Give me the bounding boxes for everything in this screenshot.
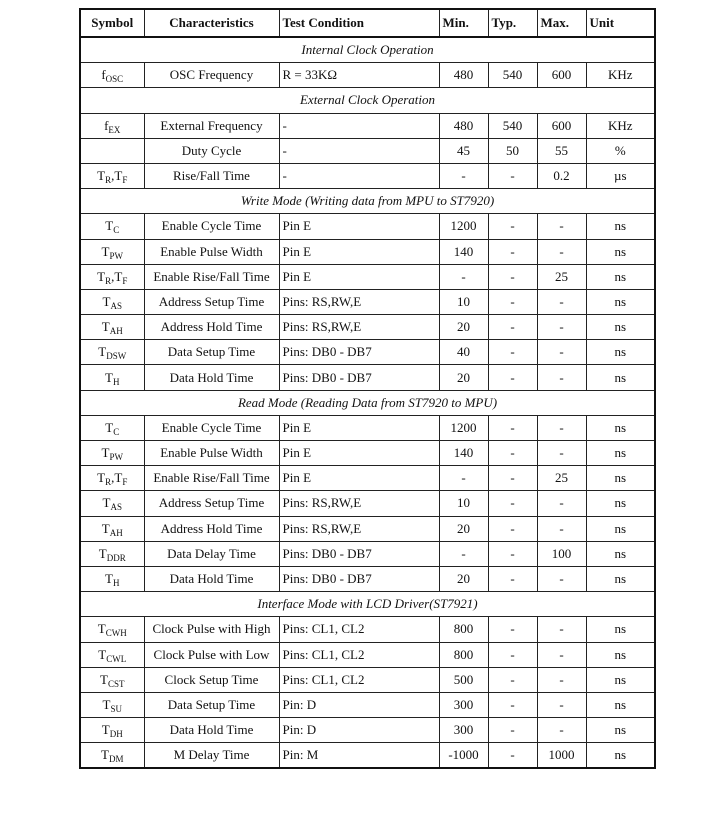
min-cell: 20 xyxy=(439,315,488,340)
table-row xyxy=(80,415,655,440)
symbol-text: T xyxy=(101,243,110,259)
section-title: Read Mode (Reading Data from ST7920 to MPU) xyxy=(80,390,655,415)
typ-cell: - xyxy=(488,692,537,717)
symbol-cell xyxy=(80,516,144,541)
symbol-subscript: F xyxy=(122,175,128,186)
max-cell: - xyxy=(537,667,586,692)
symbol-text: T xyxy=(102,495,111,511)
symbol-subscript: CST xyxy=(107,678,125,689)
test-condition-cell: Pins: CL1, CL2 xyxy=(279,617,439,642)
symbol-text: T xyxy=(98,344,107,360)
table-row xyxy=(80,163,655,188)
min-cell: 300 xyxy=(439,692,488,717)
symbol-cell xyxy=(80,239,144,264)
max-cell: - xyxy=(537,491,586,516)
characteristic-cell: Duty Cycle xyxy=(144,138,279,163)
symbol-cell xyxy=(80,138,144,163)
characteristic-cell: Data Delay Time xyxy=(144,541,279,566)
symbol-subscript: CWH xyxy=(105,628,127,639)
typ-cell: - xyxy=(488,214,537,239)
symbol-subscript: AS xyxy=(110,300,122,311)
table-row xyxy=(80,315,655,340)
max-cell: - xyxy=(537,289,586,314)
table-row xyxy=(80,239,655,264)
symbol-text: T xyxy=(105,218,114,234)
max-cell: - xyxy=(537,692,586,717)
unit-cell: ns xyxy=(586,718,655,743)
table-row xyxy=(80,441,655,466)
min-cell: - xyxy=(439,163,488,188)
symbol-subscript: DSW xyxy=(106,351,127,362)
test-condition-cell: Pins: DB0 - DB7 xyxy=(279,541,439,566)
symbol-subscript: H xyxy=(112,376,120,387)
symbol-cell xyxy=(80,264,144,289)
typ-cell: - xyxy=(488,466,537,491)
header-symbol: Symbol xyxy=(80,9,144,37)
typ-cell: - xyxy=(488,365,537,390)
table-row xyxy=(80,743,655,769)
table-row xyxy=(80,667,655,692)
section-header-row xyxy=(80,189,655,214)
min-cell: 20 xyxy=(439,566,488,591)
unit-cell: ns xyxy=(586,365,655,390)
symbol-text: T xyxy=(97,621,106,637)
table-row xyxy=(80,566,655,591)
characteristic-cell: Clock Pulse with High xyxy=(144,617,279,642)
min-cell: - xyxy=(439,466,488,491)
characteristic-cell: Address Hold Time xyxy=(144,315,279,340)
typ-cell: - xyxy=(488,516,537,541)
symbol-text: T xyxy=(98,646,107,662)
characteristic-cell: Enable Pulse Width xyxy=(144,239,279,264)
symbol-cell xyxy=(80,63,144,88)
symbol-subscript: AH xyxy=(109,326,123,337)
test-condition-cell: Pins: CL1, CL2 xyxy=(279,642,439,667)
characteristic-cell: Data Setup Time xyxy=(144,692,279,717)
section-title: External Clock Operation xyxy=(80,88,655,113)
header-unit: Unit xyxy=(586,9,655,37)
symbol-subscript: EX xyxy=(108,124,121,135)
section-title: Write Mode (Writing data from MPU to ST7920) xyxy=(80,189,655,214)
characteristic-cell: Rise/Fall Time xyxy=(144,163,279,188)
test-condition-cell: Pin: D xyxy=(279,692,439,717)
test-condition-cell: Pin E xyxy=(279,441,439,466)
typ-cell: 540 xyxy=(488,113,537,138)
symbol-subscript: PW xyxy=(109,452,123,463)
unit-cell: ns xyxy=(586,415,655,440)
symbol-subscript: PW xyxy=(109,250,123,261)
unit-cell: KHz xyxy=(586,113,655,138)
unit-cell: ns xyxy=(586,617,655,642)
symbol-text: T xyxy=(101,319,110,335)
max-cell: - xyxy=(537,340,586,365)
symbol-text: T xyxy=(101,747,109,763)
typ-cell: - xyxy=(488,264,537,289)
max-cell: - xyxy=(537,516,586,541)
test-condition-cell: Pin: M xyxy=(279,743,439,769)
characteristic-cell: M Delay Time xyxy=(144,743,279,769)
section-header-row xyxy=(80,390,655,415)
min-cell: 40 xyxy=(439,340,488,365)
max-cell: 25 xyxy=(537,264,586,289)
min-cell: 45 xyxy=(439,138,488,163)
max-cell: - xyxy=(537,315,586,340)
typ-cell: - xyxy=(488,743,537,769)
characteristic-cell: Clock Pulse with Low xyxy=(144,642,279,667)
symbol-cell xyxy=(80,466,144,491)
max-cell: - xyxy=(537,441,586,466)
unit-cell: ns xyxy=(586,516,655,541)
symbol-text: T xyxy=(101,722,110,738)
min-cell: 500 xyxy=(439,667,488,692)
symbol-subscript: C xyxy=(113,426,120,437)
symbol-subscript: CWL xyxy=(106,653,127,664)
test-condition-cell: Pin E xyxy=(279,264,439,289)
typ-cell: - xyxy=(488,315,537,340)
table-row xyxy=(80,642,655,667)
test-condition-cell: - xyxy=(279,138,439,163)
characteristic-cell: Address Hold Time xyxy=(144,516,279,541)
symbol-subscript: DH xyxy=(109,729,123,740)
symbol-cell xyxy=(80,491,144,516)
characteristic-cell: Enable Cycle Time xyxy=(144,415,279,440)
symbol-cell xyxy=(80,365,144,390)
symbol-subscript: R xyxy=(105,275,112,286)
table-row xyxy=(80,541,655,566)
unit-cell: ns xyxy=(586,340,655,365)
symbol-cell xyxy=(80,692,144,717)
max-cell: - xyxy=(537,617,586,642)
unit-cell: ns xyxy=(586,289,655,314)
characteristic-cell: External Frequency xyxy=(144,113,279,138)
test-condition-cell: Pins: CL1, CL2 xyxy=(279,667,439,692)
table-row xyxy=(80,138,655,163)
symbol-cell xyxy=(80,441,144,466)
unit-cell: ns xyxy=(586,239,655,264)
section-title: Internal Clock Operation xyxy=(80,37,655,63)
characteristic-cell: Data Hold Time xyxy=(144,718,279,743)
test-condition-cell: Pins: DB0 - DB7 xyxy=(279,365,439,390)
symbol-subscript: C xyxy=(113,225,120,236)
characteristic-cell: Clock Setup Time xyxy=(144,667,279,692)
characteristic-cell: Data Setup Time xyxy=(144,340,279,365)
characteristic-cell: Enable Rise/Fall Time xyxy=(144,466,279,491)
table-row xyxy=(80,516,655,541)
min-cell: -1000 xyxy=(439,743,488,769)
unit-cell: ns xyxy=(586,315,655,340)
max-cell: 1000 xyxy=(537,743,586,769)
characteristic-cell: Enable Cycle Time xyxy=(144,214,279,239)
unit-cell: ns xyxy=(586,441,655,466)
max-cell: - xyxy=(537,239,586,264)
table-row xyxy=(80,718,655,743)
max-cell: 600 xyxy=(537,113,586,138)
section-header-row xyxy=(80,592,655,617)
symbol-text: T xyxy=(105,419,114,435)
test-condition-cell: Pin E xyxy=(279,415,439,440)
symbol-subscript: OSC xyxy=(105,74,124,85)
table-row xyxy=(80,113,655,138)
symbol-subscript: AH xyxy=(109,527,123,538)
typ-cell: - xyxy=(488,642,537,667)
symbol-text: T xyxy=(97,470,106,486)
typ-cell: - xyxy=(488,163,537,188)
min-cell: 300 xyxy=(439,718,488,743)
typ-cell: - xyxy=(488,289,537,314)
typ-cell: - xyxy=(488,566,537,591)
symbol-cell xyxy=(80,617,144,642)
min-cell: 480 xyxy=(439,113,488,138)
header-min: Min. xyxy=(439,9,488,37)
test-condition-cell: Pins: RS,RW,E xyxy=(279,491,439,516)
min-cell: 140 xyxy=(439,441,488,466)
test-condition-cell: Pins: DB0 - DB7 xyxy=(279,340,439,365)
typ-cell: - xyxy=(488,239,537,264)
test-condition-cell: Pins: RS,RW,E xyxy=(279,516,439,541)
symbol-cell xyxy=(80,566,144,591)
test-condition-cell: Pins: RS,RW,E xyxy=(279,289,439,314)
header-characteristics: Characteristics xyxy=(144,9,279,37)
characteristic-cell: Address Setup Time xyxy=(144,491,279,516)
symbol-text: T xyxy=(101,520,110,536)
min-cell: 800 xyxy=(439,617,488,642)
min-cell: 140 xyxy=(439,239,488,264)
test-condition-cell: - xyxy=(279,113,439,138)
symbol-cell xyxy=(80,642,144,667)
typ-cell: - xyxy=(488,340,537,365)
symbol-subscript: H xyxy=(112,578,120,589)
table-row xyxy=(80,365,655,390)
min-cell: 20 xyxy=(439,516,488,541)
symbol-subscript: F xyxy=(122,477,128,488)
section-title: Interface Mode with LCD Driver(ST7921) xyxy=(80,592,655,617)
unit-cell: ns xyxy=(586,214,655,239)
unit-cell: ns xyxy=(586,541,655,566)
symbol-text: T xyxy=(102,293,111,309)
symbol-text: T xyxy=(100,671,108,687)
table-row xyxy=(80,340,655,365)
symbol-text: ,T xyxy=(111,268,123,284)
table-row xyxy=(80,491,655,516)
min-cell: 800 xyxy=(439,642,488,667)
symbol-subscript: DM xyxy=(108,754,124,765)
min-cell: 10 xyxy=(439,491,488,516)
symbol-cell xyxy=(80,415,144,440)
characteristic-cell: Data Hold Time xyxy=(144,365,279,390)
unit-cell: ns xyxy=(586,491,655,516)
max-cell: 55 xyxy=(537,138,586,163)
max-cell: - xyxy=(537,718,586,743)
section-header-row xyxy=(80,37,655,63)
typ-cell: - xyxy=(488,541,537,566)
typ-cell: - xyxy=(488,617,537,642)
table-row xyxy=(80,617,655,642)
symbol-text: T xyxy=(105,571,113,587)
characteristic-cell: OSC Frequency xyxy=(144,63,279,88)
min-cell: - xyxy=(439,264,488,289)
test-condition-cell: Pin E xyxy=(279,239,439,264)
unit-cell: ns xyxy=(586,667,655,692)
symbol-cell xyxy=(80,718,144,743)
symbol-text: T xyxy=(101,445,110,461)
max-cell: 100 xyxy=(537,541,586,566)
typ-cell: - xyxy=(488,667,537,692)
characteristic-cell: Enable Rise/Fall Time xyxy=(144,264,279,289)
header-max: Max. xyxy=(537,9,586,37)
max-cell: 600 xyxy=(537,63,586,88)
test-condition-cell: Pin E xyxy=(279,466,439,491)
symbol-cell xyxy=(80,667,144,692)
typ-cell: 540 xyxy=(488,63,537,88)
typ-cell: - xyxy=(488,441,537,466)
symbol-text: T xyxy=(97,168,106,184)
symbol-cell xyxy=(80,541,144,566)
test-condition-cell: Pins: DB0 - DB7 xyxy=(279,566,439,591)
table-row xyxy=(80,289,655,314)
test-condition-cell: - xyxy=(279,163,439,188)
symbol-subscript: AS xyxy=(110,502,122,513)
max-cell: - xyxy=(537,365,586,390)
max-cell: 0.2 xyxy=(537,163,586,188)
min-cell: 1200 xyxy=(439,214,488,239)
symbol-subscript: SU xyxy=(110,703,122,714)
unit-cell: ns xyxy=(586,264,655,289)
header-typ: Typ. xyxy=(488,9,537,37)
header-test-condition: Test Condition xyxy=(279,9,439,37)
min-cell: 480 xyxy=(439,63,488,88)
symbol-text: T xyxy=(97,268,106,284)
unit-cell: ns xyxy=(586,466,655,491)
typ-cell: 50 xyxy=(488,138,537,163)
unit-cell: ns xyxy=(586,692,655,717)
table-row xyxy=(80,692,655,717)
unit-cell: ns xyxy=(586,642,655,667)
table-row xyxy=(80,63,655,88)
characteristic-cell: Enable Pulse Width xyxy=(144,441,279,466)
max-cell: - xyxy=(537,415,586,440)
typ-cell: - xyxy=(488,491,537,516)
test-condition-cell: Pin: D xyxy=(279,718,439,743)
table-row xyxy=(80,466,655,491)
symbol-text: f xyxy=(104,117,109,133)
symbol-subscript: R xyxy=(105,175,112,186)
unit-cell: % xyxy=(586,138,655,163)
symbol-subscript: R xyxy=(105,477,112,488)
min-cell: 1200 xyxy=(439,415,488,440)
table-body xyxy=(80,37,655,768)
symbol-text: ,T xyxy=(111,470,123,486)
test-condition-cell: Pin E xyxy=(279,214,439,239)
table-header-row xyxy=(80,9,655,37)
symbol-cell xyxy=(80,315,144,340)
symbol-subscript: F xyxy=(122,275,128,286)
unit-cell: ns xyxy=(586,743,655,769)
symbol-cell xyxy=(80,289,144,314)
symbol-text: f xyxy=(101,67,106,83)
symbol-cell xyxy=(80,113,144,138)
max-cell: 25 xyxy=(537,466,586,491)
characteristic-cell: Data Hold Time xyxy=(144,566,279,591)
characteristic-cell: Address Setup Time xyxy=(144,289,279,314)
symbol-subscript: DDR xyxy=(106,552,126,563)
table-row xyxy=(80,264,655,289)
min-cell: 10 xyxy=(439,289,488,314)
unit-cell: KHz xyxy=(586,63,655,88)
symbol-cell xyxy=(80,163,144,188)
table-row xyxy=(80,214,655,239)
symbol-text: T xyxy=(105,369,113,385)
test-condition-cell: R = 33KΩ xyxy=(279,63,439,88)
min-cell: - xyxy=(439,541,488,566)
section-header-row xyxy=(80,88,655,113)
symbol-cell xyxy=(80,743,144,769)
symbol-text: ,T xyxy=(111,168,123,184)
max-cell: - xyxy=(537,642,586,667)
max-cell: - xyxy=(537,214,586,239)
max-cell: - xyxy=(537,566,586,591)
typ-cell: - xyxy=(488,415,537,440)
unit-cell: ns xyxy=(586,566,655,591)
test-condition-cell: Pins: RS,RW,E xyxy=(279,315,439,340)
symbol-text: T xyxy=(98,545,107,561)
symbol-cell xyxy=(80,340,144,365)
symbol-cell xyxy=(80,214,144,239)
unit-cell: µs xyxy=(586,163,655,188)
min-cell: 20 xyxy=(439,365,488,390)
typ-cell: - xyxy=(488,718,537,743)
timing-characteristics-table xyxy=(79,8,656,769)
symbol-text: T xyxy=(102,696,111,712)
